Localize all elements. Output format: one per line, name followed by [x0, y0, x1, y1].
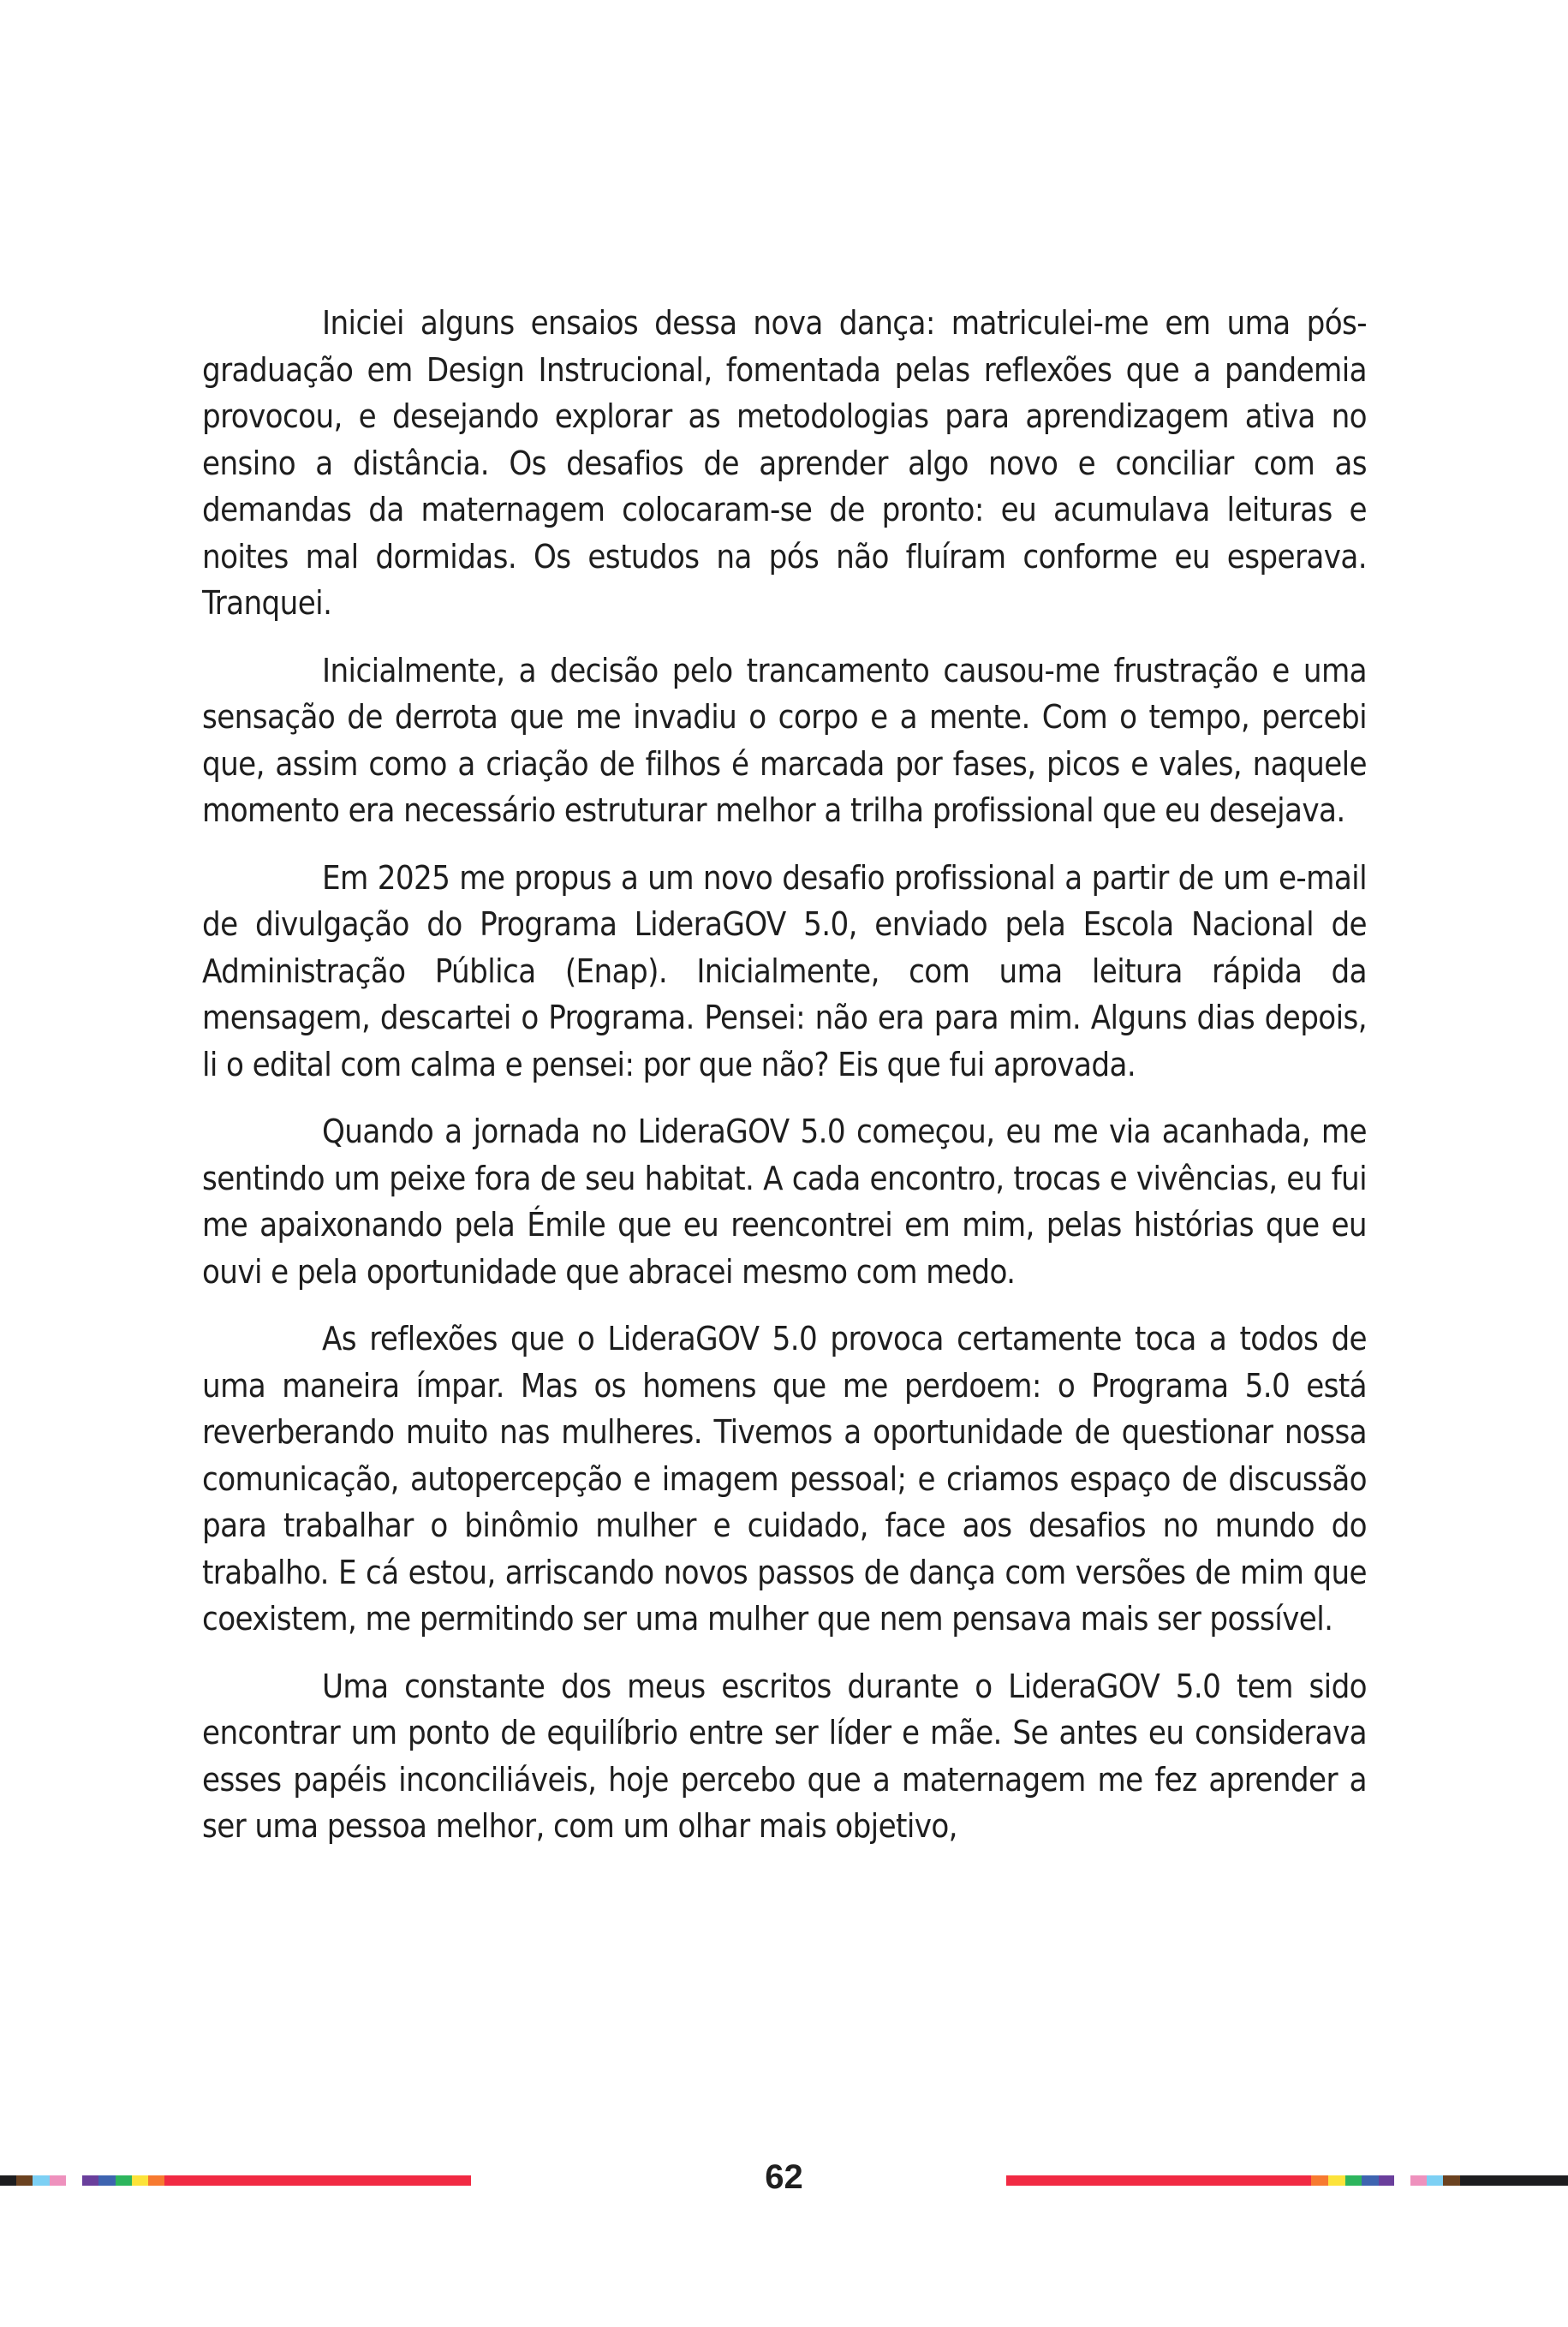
document-body	[202, 300, 1367, 1871]
paragraph: Uma constante dos meus escritos durante o LideraGOV 5.0 tem sido encontrar um ponto de equilíbrio entre ser líder e mãe. Se antes eu considerava esses papéis inconciliáveis, hoje percebo que a maternagem me fez aprender a ser uma pessoa melhor, com um olhar mais objetivo,	[202, 1667, 1367, 1845]
paragraph: Inicialmente, a decisão pelo trancamento causou-me frustração e uma sensação de derrota que me invadiu o corpo e a mente. Com o tempo, percebi que, assim como a criação de filhos é marcada por fases, picos e vales, naquele momento era necessário estruturar melhor a trilha profissional que eu desejava.	[202, 651, 1367, 829]
paragraph: As reflexões que o LideraGOV 5.0 provoca certamente toca a todos de uma maneira ímpar. Mas os homens que me perdoem: o Programa 5.0 está reverberando muito nas mulheres. Tivemos a oportunidade de questionar nossa comunicação, autopercepção e imagem pessoal; e criamos espaço de discussão para trabalhar o binômio mulher e cuidado, face aos desafios no mundo do trabalho. E cá estou, arriscando novos passos de dança com versões de mim que coexistem, me permitindo ser uma mulher que nem pensava mais ser possível.	[202, 1320, 1367, 1638]
paragraph: Em 2025 me propus a um novo desafio profissional a partir de um e-mail de divulgação do Programa LideraGOV 5.0, enviado pela Escola Nacional de Administração Pública (Enap). Inicialmente, com uma leitura rápida da mensagem, descartei o Programa. Pensei: não era para mim. Alguns dias depois, li o edital com calma e pensei: por que não? Eis que fui aprovada.	[202, 858, 1367, 1083]
page-number: 62	[765, 2158, 803, 2196]
paragraph: Quando a jornada no LideraGOV 5.0 começou, eu me via acanhada, me sentindo um peixe fora de seu habitat. A cada encontro, trocas e vivências, eu fui me apaixonando pela Émile que eu reencontrei em mim, pelas histórias que eu ouvi e pela oportunidade que abracei mesmo com medo.	[202, 1113, 1367, 1291]
paragraph: Iniciei alguns ensaios dessa nova dança: matriculei-me em uma pós-graduação em Design Instrucional, fomentada pelas reflexões que a pandemia provocou, e desejando explorar as metodologias para aprendizagem ativa no ensino a distância. Os desafios de aprender algo novo e conciliar com as demandas da maternagem colocaram-se de pronto: eu acumulava leituras e noites mal dormidas. Os estudos na pós não fluíram conforme eu esperava. Tranquei.	[202, 304, 1367, 622]
